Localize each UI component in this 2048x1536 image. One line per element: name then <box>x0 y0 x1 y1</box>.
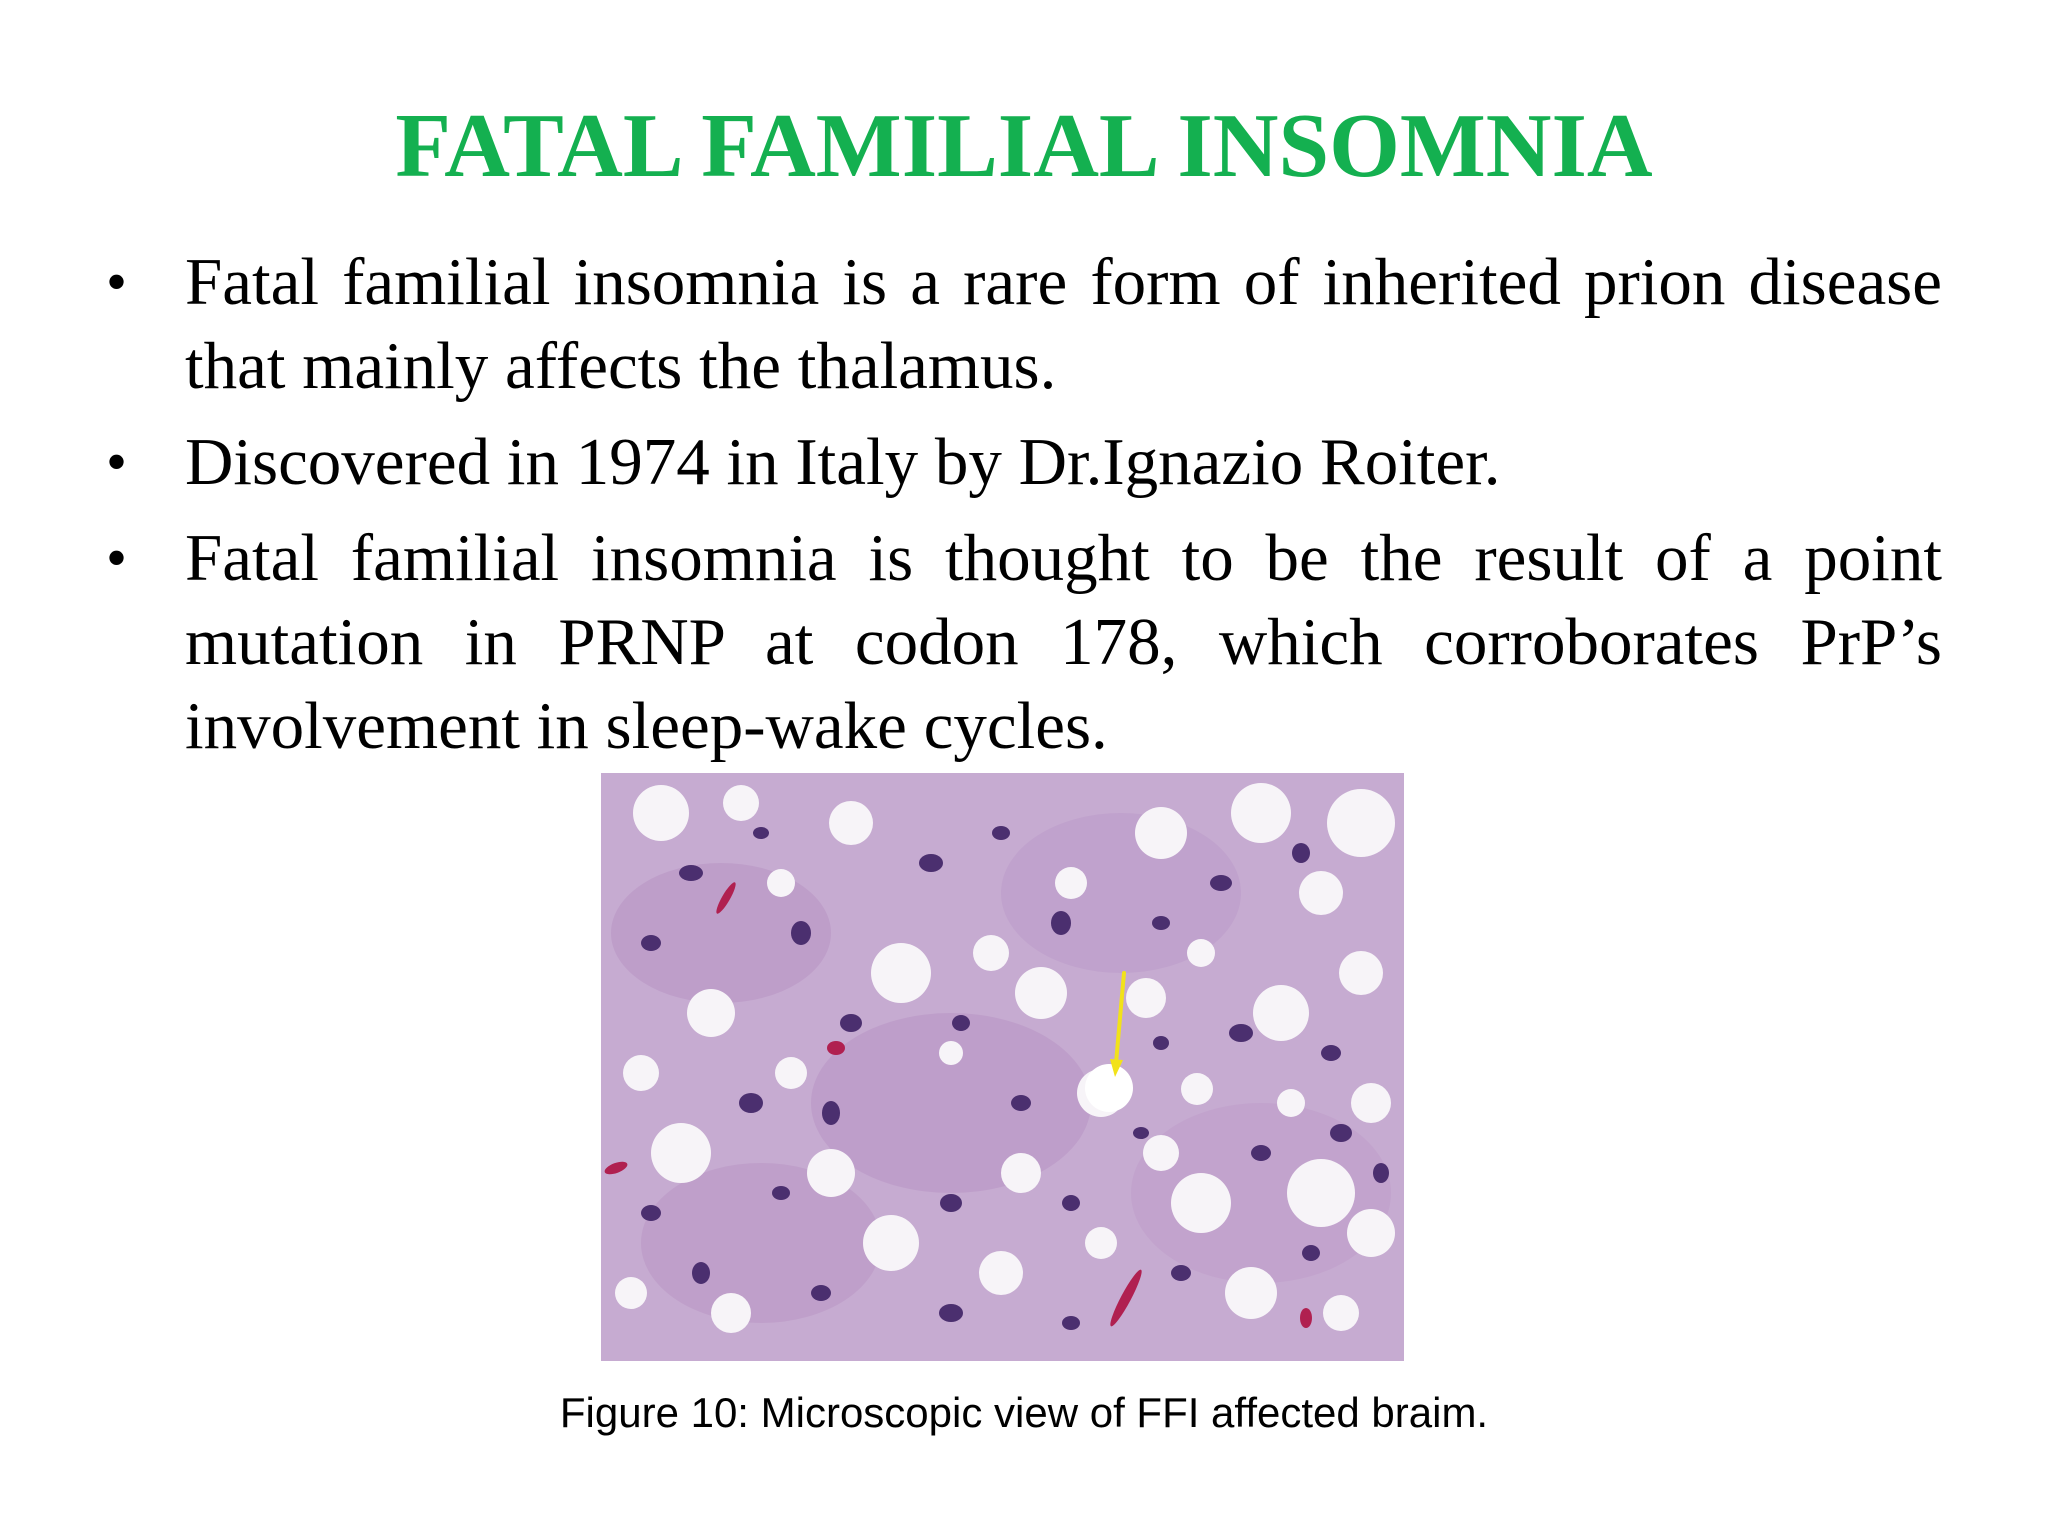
bullet-list <box>100 240 1942 780</box>
bullet-marker: • <box>106 525 128 591</box>
bullet-text: Fatal familial insomnia is a rare form of inherited prion disease that mainly affects the thalamus. <box>185 245 1942 403</box>
bullet-text: Discovered in 1974 in Italy by Dr.Ignazio Roiter. <box>185 425 1501 499</box>
micrograph-image <box>601 773 1404 1361</box>
figure-caption: Figure 10: Microscopic view of FFI affected braim. <box>559 1389 1489 1436</box>
slide-title: FATAL FAMILIAL INSOMNIA <box>395 95 1653 196</box>
bullet-item <box>100 516 1942 768</box>
bullet-item <box>100 240 1942 408</box>
bullet-text: Fatal familial insomnia is thought to be the result of a point mutation in PRNP at codon 178, which corroborates PrP’s involvement in sleep-wake cycles. <box>185 521 1942 763</box>
bullet-item <box>100 420 1942 504</box>
micrograph-illustration <box>601 773 1404 1361</box>
bullet-marker: • <box>106 429 128 495</box>
bullet-marker: • <box>106 249 128 315</box>
